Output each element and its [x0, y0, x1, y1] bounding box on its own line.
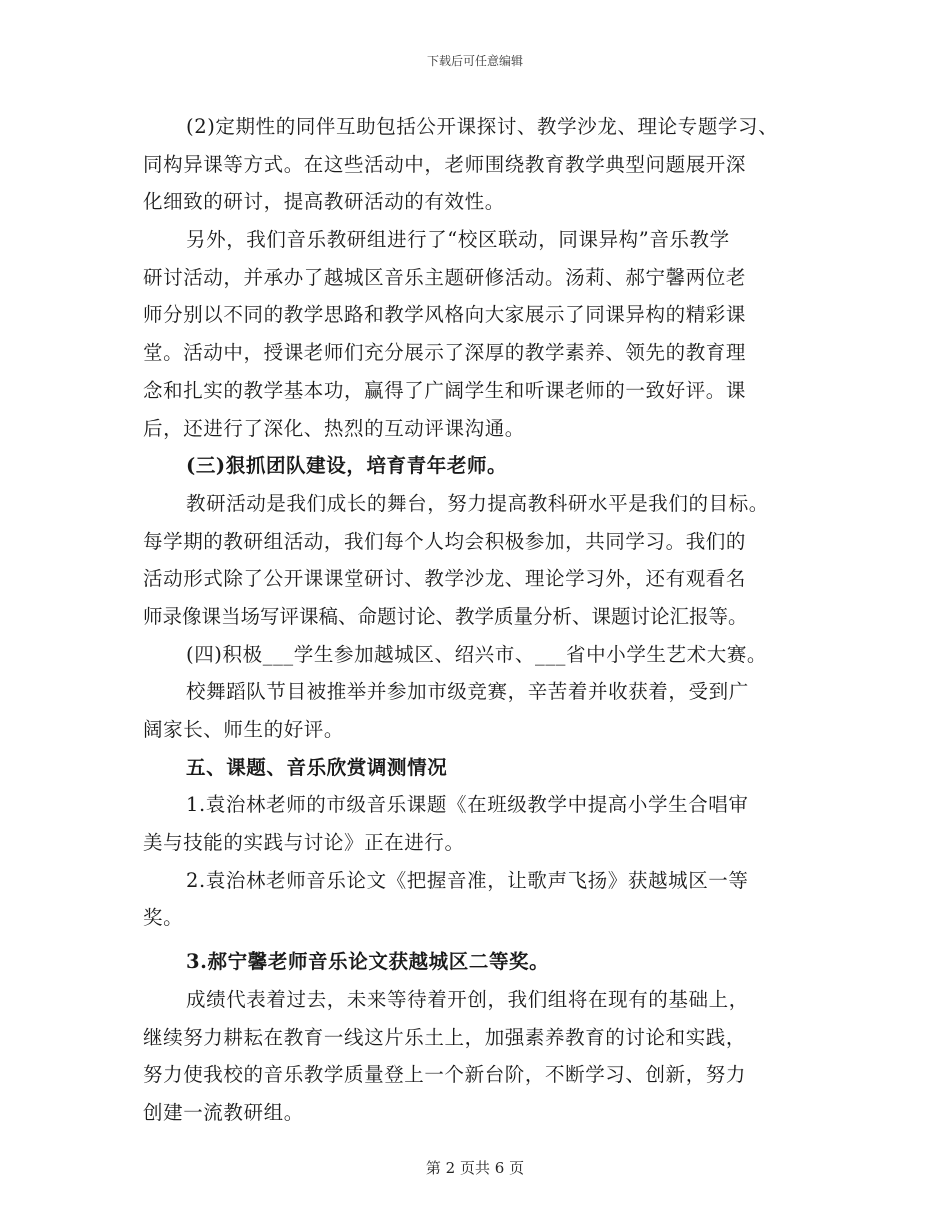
paragraph-line: 后，还进行了深化、热烈的互动评课沟通。 — [143, 416, 525, 440]
page-footer: 第 2 页共 6 页 — [425, 1159, 525, 1177]
paragraph-line: 校舞蹈队节目被推举并参加市级竞赛，辛苦着并收获着，受到广 — [186, 680, 749, 704]
page-header: 下载后可任意编辑 — [426, 54, 523, 68]
paragraph-line: 同构异课等方式。在这些活动中，老师围绕教育教学典型问题展开深 — [143, 152, 747, 176]
paragraph-line: 成绩代表着过去，未来等待着开创，我们组将在现有的基础上， — [186, 987, 749, 1011]
paragraph-line: 师录像课当场写评课稿、命题讨论、教学质量分析、课题讨论汇报等。 — [143, 604, 748, 628]
paragraph-line: 另外，我们音乐教研组进行了“校区联动，同课异构”音乐教学 — [186, 228, 730, 252]
paragraph-line: 师分别以不同的教学思路和教学风格向大家展示了同课异构的精彩课 — [143, 303, 747, 327]
paragraph-line: 阔家长、师生的好评。 — [143, 718, 345, 741]
section-heading: 五、课题、音乐欣赏调测情况 — [186, 755, 448, 779]
section-heading: 3.郝宁馨老师音乐论文获越城区二等奖。 — [186, 950, 550, 974]
paragraph-line: 美与技能的实践与讨论》正在进行。 — [143, 831, 465, 855]
paragraph-line: 教研活动是我们成长的舞台，努力提高教科研水平是我们的目标。 — [186, 491, 769, 515]
paragraph-line: (2)定期性的同伴互助包括公开课探讨、教学沙龙、理论专题学习、 — [186, 115, 779, 138]
paragraph-line: 化细致的研讨，提高教研活动的有效性。 — [143, 190, 505, 214]
paragraph-line: 创建一流教研组。 — [143, 1100, 304, 1124]
paragraph-line: 继续努力耕耘在教育一线这片乐土上，加强素养教育的讨论和实践， — [143, 1025, 747, 1049]
paragraph-line: 研讨活动，并承办了越城区音乐主题研修活动。汤莉、郝宁馨两位老 — [143, 265, 747, 289]
paragraph-line: (四)积极___学生参加越城区、绍兴市、___省中小学生艺术大赛。 — [186, 642, 768, 666]
paragraph-line: 堂。活动中，授课老师们充分展示了深厚的教学素养、领先的教育理 — [143, 341, 747, 365]
paragraph-line: 2.袁治林老师音乐论文《把握音准，让歌声飞扬》获越城区一等 — [186, 868, 749, 892]
section-heading: (三)狠抓团队建设，培育青年老师。 — [186, 454, 508, 478]
document-body — [143, 108, 823, 1132]
paragraph-line: 活动形式除了公开课课堂研讨、教学沙龙、理论学习外，还有观看名 — [143, 567, 747, 591]
paragraph-line: 1.袁治林老师的市级音乐课题《在班级教学中提高小学生合唱审 — [186, 793, 749, 817]
paragraph-line: 念和扎实的教学基本功，赢得了广阔学生和听课老师的一致好评。课 — [143, 378, 747, 402]
paragraph-line: 奖。 — [143, 906, 184, 930]
paragraph-line: 每学期的教研组活动，我们每个人均会积极参加，共同学习。我们的 — [143, 529, 747, 553]
paragraph-line: 努力使我校的音乐教学质量登上一个新台阶，不断学习、创新，努力 — [143, 1063, 747, 1087]
